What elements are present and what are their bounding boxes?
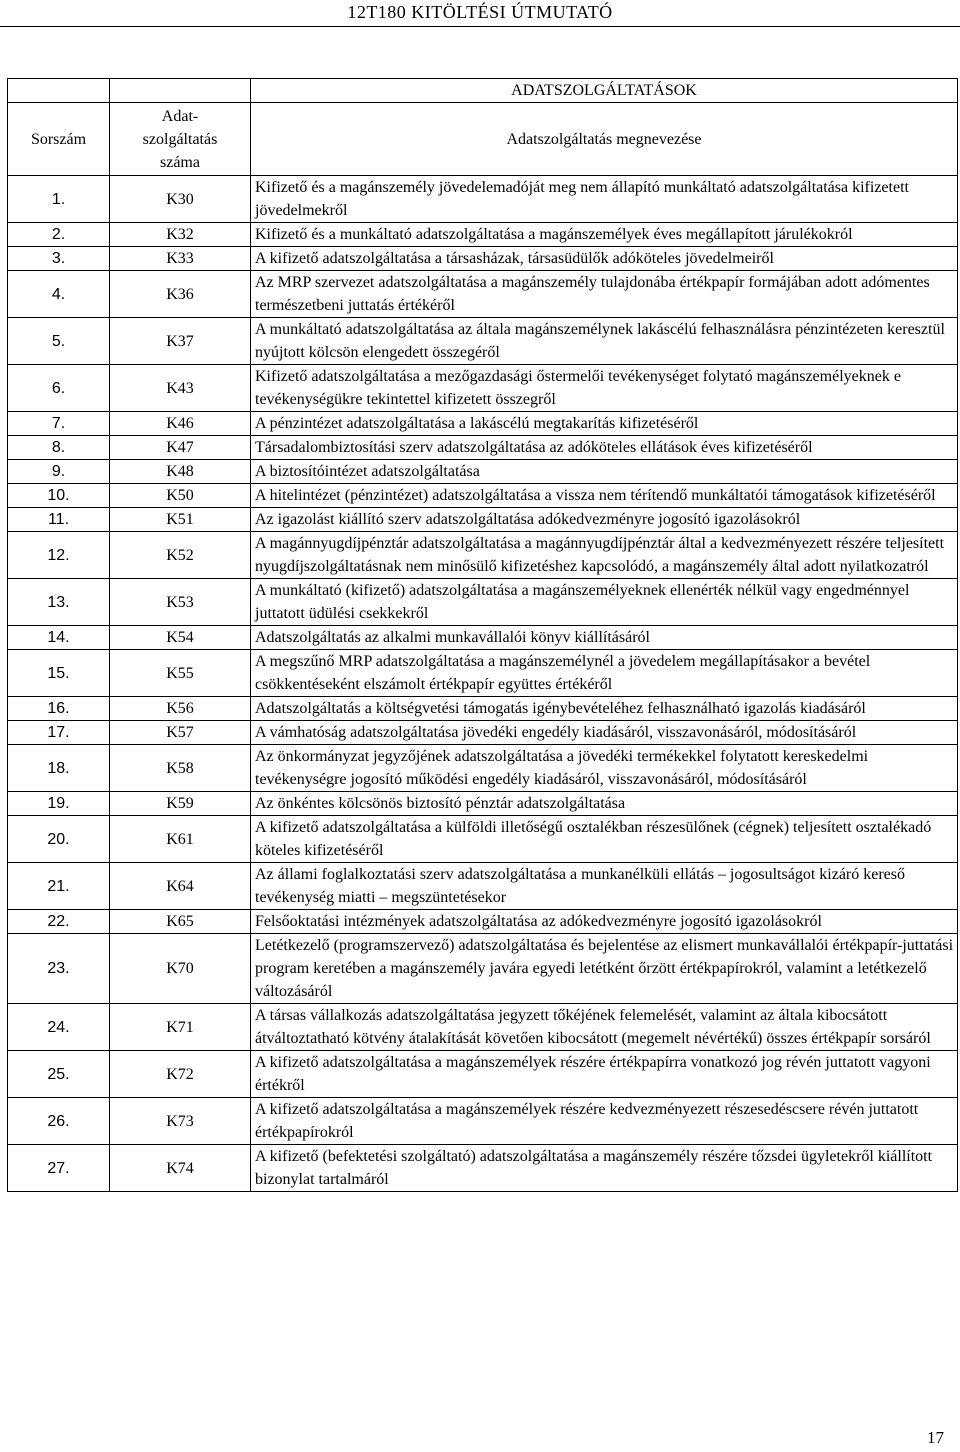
row-name: Az igazolást kiállító szerv adatszolgáltatása adókedvezményre jogosító igazolásokról [251, 508, 958, 532]
table-row [8, 223, 958, 247]
table-row [8, 1145, 958, 1192]
row-number: 21. [8, 863, 110, 910]
header-divider [0, 26, 960, 27]
table-row [8, 626, 958, 650]
row-code: K46 [110, 412, 251, 436]
row-code: K33 [110, 247, 251, 271]
row-code: K50 [110, 484, 251, 508]
row-code: K51 [110, 508, 251, 532]
row-number: 22. [8, 910, 110, 934]
table-row [8, 271, 958, 318]
row-number: 24. [8, 1004, 110, 1051]
row-name: Az állami foglalkoztatási szerv adatszolgáltatása a munkanélküli ellátás – jogosultságot kizáró kereső tevékenység miatti – megszüntetésekor [251, 863, 958, 910]
row-name: Letétkezelő (programszervező) adatszolgáltatása és bejelentése az elismert munkavállalói értékpapír-juttatási program keretében a magánszemély javára egyedi letétként őrzött értékpapírokról, valamint a letétkezelő változásáról [251, 934, 958, 1004]
row-code: K37 [110, 318, 251, 365]
table-row [8, 532, 958, 579]
row-code: K57 [110, 721, 251, 745]
row-name: Adatszolgáltatás az alkalmi munkavállalói könyv kiállításáról [251, 626, 958, 650]
row-number: 26. [8, 1098, 110, 1145]
table-row [8, 460, 958, 484]
table-row [8, 318, 958, 365]
row-number: 12. [8, 532, 110, 579]
table-title-row [8, 79, 958, 103]
row-name: A biztosítóintézet adatszolgáltatása [251, 460, 958, 484]
row-name: Kifizető és a magánszemély jövedelemadóját meg nem állapító munkáltató adatszolgáltatása kifizetett jövedelmekről [251, 176, 958, 223]
table-row [8, 721, 958, 745]
table-row [8, 1051, 958, 1098]
column-header-row [8, 103, 958, 176]
row-name: Társadalombiztosítási szerv adatszolgáltatása az adóköteles ellátások éves kifizetéséről [251, 436, 958, 460]
row-number: 15. [8, 650, 110, 697]
row-number: 18. [8, 745, 110, 792]
table-row [8, 1098, 958, 1145]
table-row [8, 863, 958, 910]
row-code: K36 [110, 271, 251, 318]
row-code: K48 [110, 460, 251, 484]
row-name: Felsőoktatási intézmények adatszolgáltatása az adókedvezményre jogosító igazolásokról [251, 910, 958, 934]
row-name: Az önkormányzat jegyzőjének adatszolgáltatása a jövedéki termékekkel folytatott kereskedelmi tevékenységre jogosító működési engedély kiadásáról, visszavonásáról, módosításáról [251, 745, 958, 792]
row-name: Az MRP szervezet adatszolgáltatása a magánszemély tulajdonába értékpapír formájában adott adómentes természetbeni juttatás értékéről [251, 271, 958, 318]
row-name: A pénzintézet adatszolgáltatása a lakáscélú megtakarítás kifizetéséről [251, 412, 958, 436]
column-header-line: száma [160, 153, 200, 171]
row-code: K56 [110, 697, 251, 721]
table-row [8, 247, 958, 271]
table-row [8, 745, 958, 792]
row-name: Kifizető adatszolgáltatása a mezőgazdasági őstermelői tevékenységet folytató magánszemélyeknek e tevékenységükre tekintettel kifizetett összegről [251, 365, 958, 412]
row-number: 16. [8, 697, 110, 721]
table-row [8, 816, 958, 863]
row-code: K70 [110, 934, 251, 1004]
row-name: A kifizető (befektetési szolgáltató) adatszolgáltatása a magánszemély részére tőzsdei ügyletekről kiállított bizonylat tartalmáról [251, 1145, 958, 1192]
table-row [8, 697, 958, 721]
row-number: 4. [8, 271, 110, 318]
row-code: K73 [110, 1098, 251, 1145]
row-name: A kifizető adatszolgáltatása a magánszemélyek részére kedvezményezett részesedéscsere révén juttatott értékpapírokról [251, 1098, 958, 1145]
row-code: K43 [110, 365, 251, 412]
row-number: 6. [8, 365, 110, 412]
table-row [8, 910, 958, 934]
column-header-megnevezes: Adatszolgáltatás megnevezése [251, 103, 958, 176]
row-code: K64 [110, 863, 251, 910]
row-number: 3. [8, 247, 110, 271]
table-body [8, 176, 958, 1192]
row-name: A vámhatóság adatszolgáltatása jövedéki engedély kiadásáról, visszavonásáról, módosításáról [251, 721, 958, 745]
row-code: K55 [110, 650, 251, 697]
row-name: A kifizető adatszolgáltatása a külföldi illetőségű osztalékban részesülőnek (cégnek) teljesített osztalékadó köteles kifizetéséről [251, 816, 958, 863]
row-number: 17. [8, 721, 110, 745]
row-number: 23. [8, 934, 110, 1004]
row-name: A megszűnő MRP adatszolgáltatása a magánszemélynél a jövedelem megállapításakor a bevétel csökkentéseként elszámolt értékpapír együttes értékéről [251, 650, 958, 697]
table-row [8, 1004, 958, 1051]
table-row [8, 792, 958, 816]
row-name: A hitelintézet (pénzintézet) adatszolgáltatása a vissza nem térítendő munkáltatói támogatások kifizetéséről [251, 484, 958, 508]
row-name: A kifizető adatszolgáltatása a társasházak, társasüdülők adóköteles jövedelmeiről [251, 247, 958, 271]
row-number: 9. [8, 460, 110, 484]
row-number: 14. [8, 626, 110, 650]
row-code: K53 [110, 579, 251, 626]
row-number: 7. [8, 412, 110, 436]
row-number: 11. [8, 508, 110, 532]
row-code: K58 [110, 745, 251, 792]
row-name: A magánnyugdíjpénztár adatszolgáltatása a magánnyugdíjpénztár által a kedvezményezett részére teljesített nyugdíjszolgáltatásnak nem minősülő kifizetéshez kapcsolódó, a magánszemély által adott nyilatkozatról [251, 532, 958, 579]
row-code: K74 [110, 1145, 251, 1192]
row-code: K52 [110, 532, 251, 579]
row-code: K54 [110, 626, 251, 650]
row-number: 13. [8, 579, 110, 626]
row-number: 10. [8, 484, 110, 508]
column-header-line: szolgáltatás [142, 130, 218, 148]
table-row [8, 508, 958, 532]
row-number: 8. [8, 436, 110, 460]
row-code: K30 [110, 176, 251, 223]
row-number: 25. [8, 1051, 110, 1098]
table-row [8, 650, 958, 697]
row-number: 2. [8, 223, 110, 247]
row-name: Adatszolgáltatás a költségvetési támogatás igénybevételéhez felhasználható igazolás kiadásáról [251, 697, 958, 721]
table-row [8, 176, 958, 223]
column-header-line: Adat- [161, 107, 199, 125]
table-row [8, 934, 958, 1004]
table-row [8, 412, 958, 436]
row-number: 5. [8, 318, 110, 365]
row-code: K47 [110, 436, 251, 460]
row-name: A társas vállalkozás adatszolgáltatása jegyzett tőkéjének felemelését, valamint az általa kibocsátott átváltoztatható kötvény átalakítását követően kibocsátott (megemelt névértékű) összes értékpapír sorsáról [251, 1004, 958, 1051]
row-code: K59 [110, 792, 251, 816]
section-title: ADATSZOLGÁLTATÁSOK [251, 79, 958, 103]
column-header-sorszam: Sorszám [8, 103, 110, 176]
row-name: Kifizető és a munkáltató adatszolgáltatása a magánszemélyek éves megállapított járulékokról [251, 223, 958, 247]
column-header-adatszolgaltatas-szama [110, 103, 251, 176]
row-name: A munkáltató adatszolgáltatása az általa magánszemélynek lakáscélú felhasználásra pénzintézeten keresztül nyújtott kölcsön elengedett összegéről [251, 318, 958, 365]
row-code: K61 [110, 816, 251, 863]
row-number: 1. [8, 176, 110, 223]
table-row [8, 436, 958, 460]
page-header-title: 12T180 KITÖLTÉSI ÚTMUTATÓ [347, 2, 613, 22]
row-name: A kifizető adatszolgáltatása a magánszemélyek részére értékpapírra vonatkozó jog révén juttatott vagyoni értékről [251, 1051, 958, 1098]
row-number: 19. [8, 792, 110, 816]
blank-cell [110, 79, 251, 103]
row-number: 20. [8, 816, 110, 863]
row-code: K32 [110, 223, 251, 247]
blank-cell [8, 79, 110, 103]
row-code: K71 [110, 1004, 251, 1051]
table-row [8, 365, 958, 412]
table-row [8, 484, 958, 508]
page-number: 17 [927, 1428, 944, 1447]
row-name: Az önkéntes kölcsönös biztosító pénztár adatszolgáltatása [251, 792, 958, 816]
row-name: A munkáltató (kifizető) adatszolgáltatása a magánszemélyeknek ellenérték nélkül vagy engedménnyel juttatott üdülési csekkekről [251, 579, 958, 626]
table-row [8, 579, 958, 626]
row-code: K72 [110, 1051, 251, 1098]
row-code: K65 [110, 910, 251, 934]
row-number: 27. [8, 1145, 110, 1192]
adatszolgaltatasok-table [7, 78, 958, 1192]
